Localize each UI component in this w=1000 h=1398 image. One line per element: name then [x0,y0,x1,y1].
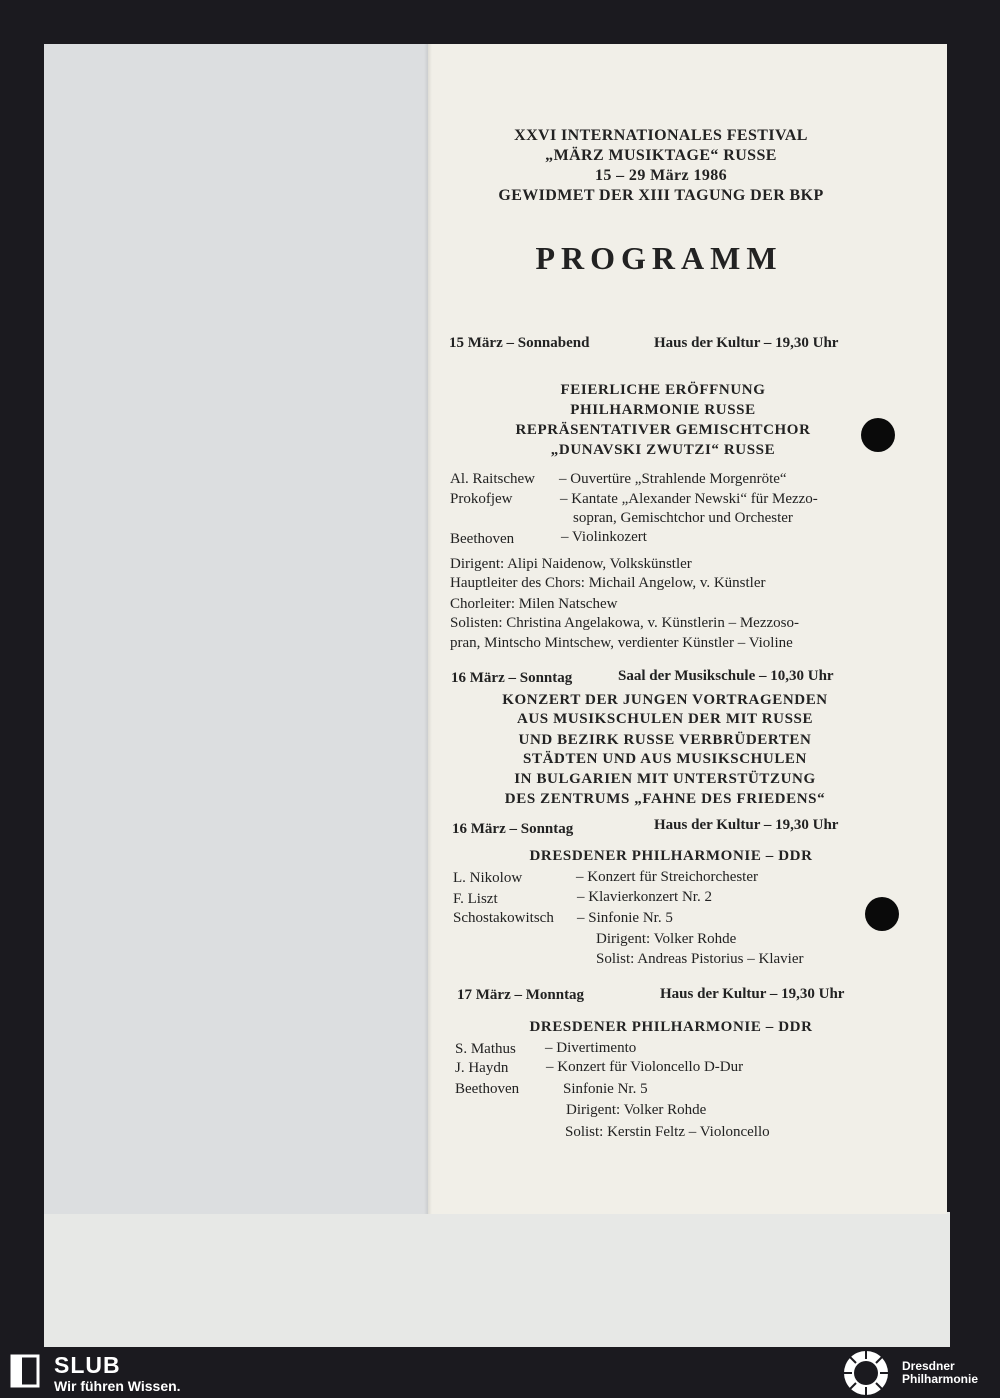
event-venue: Saal der Musikschule – 10,30 Uhr [618,668,834,684]
event-title-line: KONZERT DER JUNGEN VORTRAGENDEN [502,692,828,708]
event-date: 16 März – Sonntag [452,821,574,837]
piece: – Divertimento [545,1040,637,1056]
credit-line: pran, Mintscho Mintschew, verdienter Künstler – Violine [450,635,793,651]
program-document [428,44,947,1214]
credit-line: Dirigent: Volker Rohde [596,931,737,947]
composer: S. Mathus [455,1041,516,1057]
credit-line: Dirigent: Alipi Naidenow, Volkskünstler [450,556,692,572]
event-title: DRESDENER PHILHARMONIE – DDR [529,848,813,864]
festival-heading: XXVI INTERNATIONALES FESTIVAL [514,127,808,144]
event-title-line: FEIERLICHE ERÖFFNUNG [560,382,766,398]
event-date: 17 März – Monntag [457,987,585,1003]
event-title-line: DES ZENTRUMS „FAHNE DES FRIEDENS“ [504,791,826,807]
composer: Prokofjew [450,491,513,507]
composer: Al. Raitschew [450,471,535,487]
folded-cover-page [44,44,428,1214]
partner-name-line1: Dresdner [902,1359,955,1373]
underlying-sheet [44,1212,950,1347]
slub-tagline: Wir führen Wissen. [54,1378,181,1394]
piece: – Konzert für Violoncello D-Dur [546,1059,744,1075]
event-title-line: AUS MUSIKSCHULEN DER MIT RUSSE [516,711,814,727]
footer-bar [0,1348,1000,1398]
festival-dates: 15 – 29 März 1986 [594,167,728,184]
event-title-line: REPRÄSENTATIVER GEMISCHTCHOR [515,422,811,438]
credit-line: Solist: Kerstin Feltz – Violoncello [565,1124,770,1140]
partner-name [902,1360,978,1386]
piece: – Konzert für Streichorchester [576,869,759,885]
credit-line: Solisten: Christina Angelakowa, v. Künstlerin – Mezzoso- [450,615,799,631]
piece-continued: sopran, Gemischtchor und Orchester [573,510,793,526]
event-title-line: PHILHARMONIE RUSSE [570,402,756,418]
event-title: DRESDENER PHILHARMONIE – DDR [529,1019,813,1035]
composer: L. Nikolow [453,870,523,886]
event-venue: Haus der Kultur – 19,30 Uhr [654,817,839,833]
composer: Beethoven [450,531,515,547]
piece: – Klavierkonzert Nr. 2 [577,889,712,905]
credit-line: Dirigent: Volker Rohde [566,1102,707,1118]
event-date: 16 März – Sonntag [451,670,573,686]
festival-name: „MÄRZ MUSIKTAGE“ RUSSE [545,147,777,164]
event-title-line: STÄDTEN UND AUS MUSIKSCHULEN [523,751,807,767]
event-venue: Haus der Kultur – 19,30 Uhr [654,335,839,351]
composer: F. Liszt [453,891,498,907]
page-title: PROGRAMM [535,240,783,276]
dresdner-philharmonie-logo-icon [842,1349,890,1397]
event-venue: Haus der Kultur – 19,30 Uhr [660,986,845,1002]
composer: Schostakowitsch [453,910,554,926]
piece: – Ouvertüre „Strahlende Morgenröte“ [559,471,787,487]
partner-name-line2: Philharmonie [902,1372,979,1386]
event-date: 15 März – Sonnabend [449,335,590,351]
piece: – Violinkozert [561,529,647,545]
event-title-line: UND BEZIRK RUSSE VERBRÜDERTEN [518,732,812,748]
event-title-line: IN BULGARIEN MIT UNTERSTÜTZUNG [514,771,816,787]
composer: J. Haydn [455,1060,509,1076]
composer: Beethoven [455,1081,520,1097]
piece: – Sinfonie Nr. 5 [577,910,673,926]
credit-line: Solist: Andreas Pistorius – Klavier [596,951,804,967]
credit-line: Chorleiter: Milen Natschew [450,596,618,612]
slub-name: SLUB [54,1352,121,1378]
slub-logo-icon [8,1352,42,1392]
piece: Sinfonie Nr. 5 [563,1081,648,1097]
event-title-line: „DUNAVSKI ZWUTZI“ RUSSE [550,442,776,458]
piece: – Kantate „Alexander Newski“ für Mezzo- [560,491,818,507]
festival-dedication: GEWIDMET DER XIII TAGUNG DER BKP [498,187,824,204]
credit-line: Hauptleiter des Chors: Michail Angelow, v. Künstler [450,575,766,591]
